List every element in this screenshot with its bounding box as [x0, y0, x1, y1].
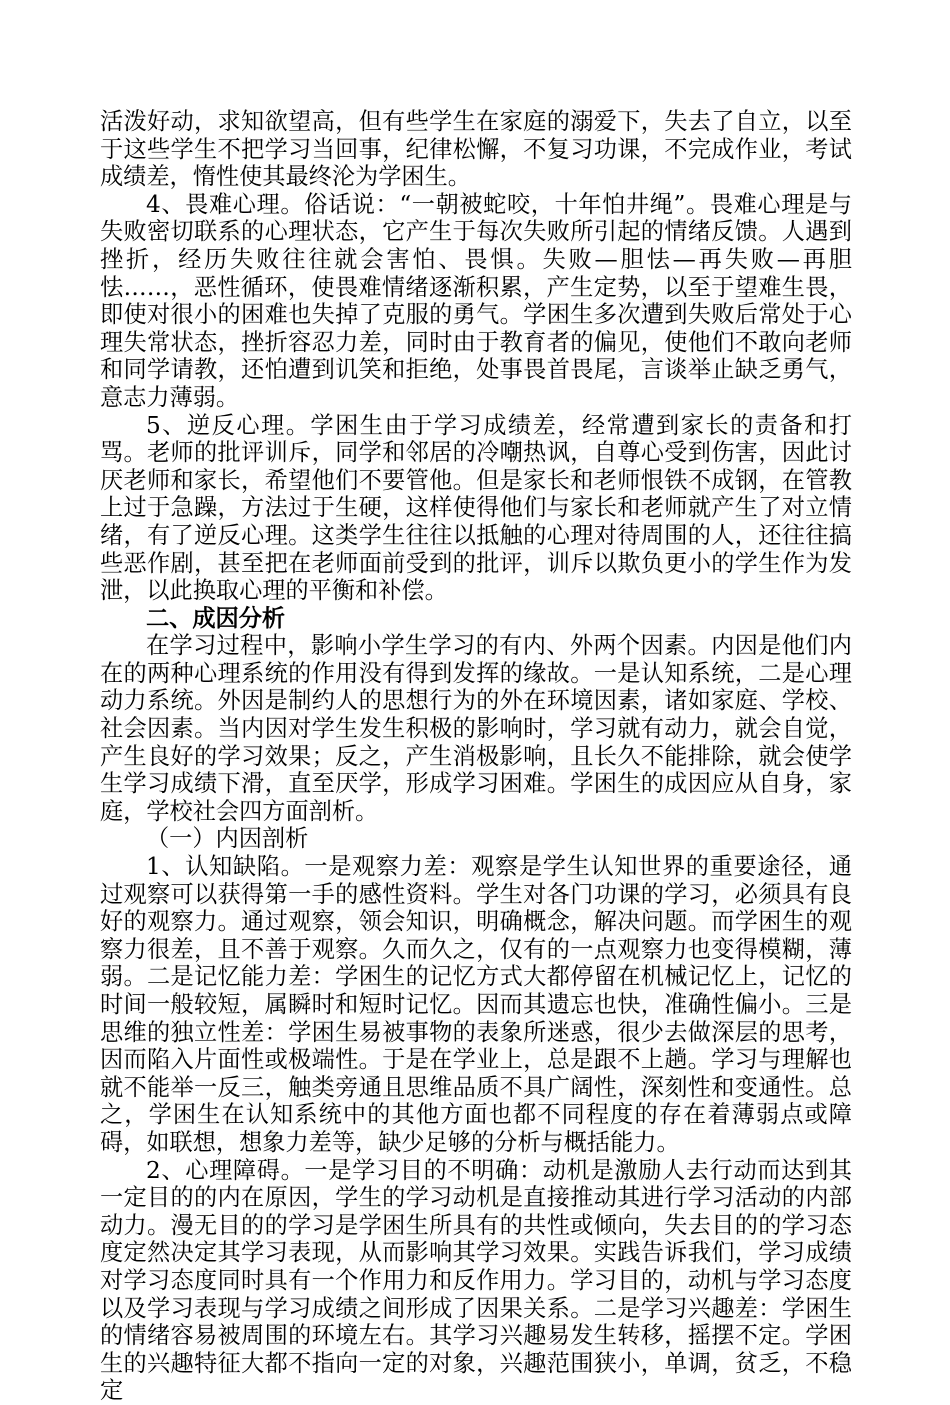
paragraph-continuation: 活泼好动，求知欲望高，但有些学生在家庭的溺爱下，失去了自立，以至于这些学生不把学习当回事，纪律松懈，不复习功课，不完成作业，考试成绩差，惰性使其最终沦为学困生。: [100, 108, 852, 191]
paragraph-psychological-barriers: 2、心理障碍。一是学习目的不明确：动机是激励人去行动而达到其一定目的的内在原因，学生的学习动机是直接推动其进行学习活动的内部动力。漫无目的的学习是学困生所具有的共性或倾向，失去目的的学习态度定然决定其学习表现，从而影响其学习效果。实践告诉我们，学习成绩对学习态度同时具有一个作用力和反作用力。学习目的，动机与学习态度以及学习表现与学习成绩之间形成了因果关系。二是学习兴趣差：学困生的情绪容易被周围的环境左右。其学习兴趣易发生转移，摇摆不定。学困生的兴趣特征大都不指向一定的对象，兴趣范围狭小，单调，贫乏，不稳定: [100, 1156, 852, 1405]
paragraph-cause-overview: 在学习过程中，影响小学生学习的有内、外两个因素。内因是他们内在的两种心理系统的作用没有得到发挥的缘故。一是认知系统，二是心理动力系统。外因是制约人的思想行为的外在环境因素，诸如家庭、学校、社会因素。当内因对学生发生积极的影响时，学习就有动力，就会自觉，产生良好的学习效果；反之，产生消极影响，且长久不能排除，就会使学生学习成绩下滑，直至厌学，形成学习困难。学困生的成因应从自身，家庭，学校社会四方面剖析。: [100, 632, 852, 825]
document-body: [100, 108, 852, 1405]
subheading-internal-causes: （一）内因剖析: [146, 825, 309, 853]
paragraph-cognitive-defects: 1、认知缺陷。一是观察力差：观察是学生认知世界的重要途径，通过观察可以获得第一手的感性资料。学生对各门功课的学习，必须具有良好的观察力。通过观察，领会知识，明确概念，解决问题。而学困生的观察力很差，且不善于观察。久而久之，仅有的一点观察力也变得模糊，薄弱。二是记忆能力差：学困生的记忆方式大都停留在机械记忆上，记忆的时间一般较短，属瞬时和短时记忆。因而其遗忘也快，准确性偏小。三是思维的独立性差：学困生易被事物的表象所迷惑，很少去做深层的思考，因而陷入片面性或极端性。于是在学业上，总是跟不上趟。学习与理解也就不能举一反三，触类旁通且思维品质不具广阔性，深刻性和变通性。总之，学困生在认知系统中的其他方面也都不同程度的存在着薄弱点或障碍，如联想，想象力差等，缺少足够的分析与概括能力。: [100, 853, 852, 1156]
paragraph-rebellious-psychology: 5、逆反心理。学困生由于学习成绩差，经常遭到家长的责备和打骂。老师的批评训斥，同学和邻居的冷嘲热讽，自尊心受到伤害，因此讨厌老师和家长，希望他们不要管他。但是家长和老师恨铁不成钢，在管教上过于急躁，方法过于生硬，这样使得他们与家长和老师就产生了对立情绪，有了逆反心理。这类学生往往以抵触的心理对待周围的人，还往往搞些恶作剧，甚至把在老师面前受到的批评，训斥以欺负更小的学生作为发泄，以此换取心理的平衡和补偿。: [100, 411, 852, 605]
paragraph-fear-of-difficulty: 4、畏难心理。俗话说：“一朝被蛇咬，十年怕井绳”。畏难心理是与失败密切联系的心理状态，它产生于每次失败所引起的情绪反馈。人遇到挫折，经历失败往往就会害怕、畏惧。失败—胆怯—再失败—再胆怯……，恶性循环，使畏难情绪逐渐积累，产生定势，以至于望难生畏，即使对很小的困难也失掉了克服的勇气。学困生多次遭到失败后常处于心理失常状态，挫折容忍力差，同时由于教育者的偏见，使他们不敢向老师和同学请教，还怕遭到讥笑和拒绝，处事畏首畏尾，言谈举止缺乏勇气，意志力薄弱。: [100, 190, 852, 411]
section-heading-cause-analysis: 二、成因分析: [146, 604, 286, 632]
